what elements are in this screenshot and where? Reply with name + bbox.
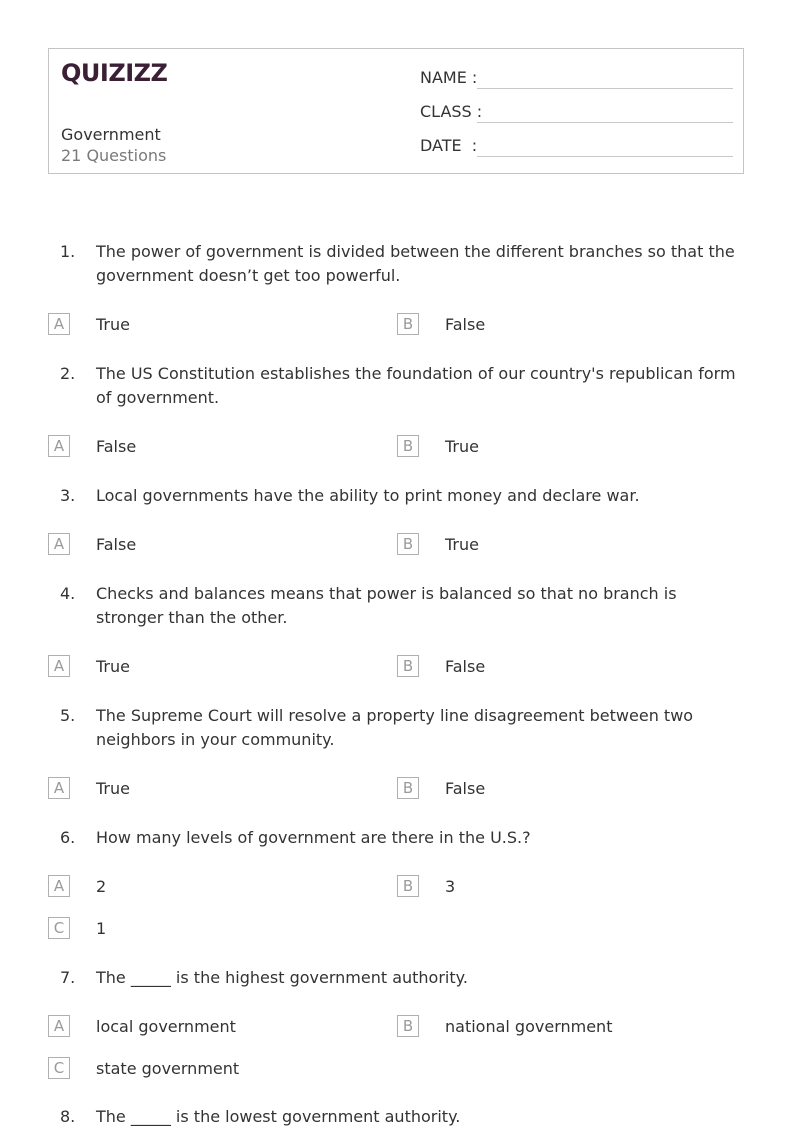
- option-letter-box: B: [397, 313, 419, 335]
- option-text: False: [445, 779, 486, 798]
- option-letter-box: B: [397, 875, 419, 897]
- date-line: [477, 156, 733, 157]
- question-text: How many levels of government are there in the U.S.?: [96, 828, 531, 847]
- option-letter-box: B: [397, 777, 419, 799]
- option-text: 1: [96, 919, 107, 938]
- date-field[interactable]: [420, 136, 477, 155]
- question-number: 5.: [60, 706, 76, 725]
- question-text: The Supreme Court will resolve a property line disagreement between two neighbors in your community.: [96, 706, 694, 749]
- option-letter-box: B: [397, 655, 419, 677]
- option-text: local government: [96, 1017, 236, 1036]
- option-text: True: [445, 535, 479, 554]
- option-text: 3: [445, 877, 456, 896]
- question-count: 21 Questions: [61, 146, 167, 165]
- option-text: national government: [445, 1017, 613, 1036]
- question-number: 3.: [60, 486, 76, 505]
- option-letter-box: A: [48, 655, 70, 677]
- option-text: False: [445, 657, 486, 676]
- option-text: True: [96, 779, 130, 798]
- date-label: DATE :: [420, 136, 478, 155]
- option-letter-box: A: [48, 1015, 70, 1037]
- question-number: 4.: [60, 584, 76, 603]
- question-number: 2.: [60, 364, 76, 383]
- quizizz-logo: QUIZIZZ: [61, 59, 168, 87]
- question-number: 8.: [60, 1107, 76, 1126]
- worksheet-header: [48, 48, 744, 174]
- class-label: CLASS :: [420, 102, 483, 121]
- option-letter-box: C: [48, 917, 70, 939]
- question-text: Local governments have the ability to print money and declare war.: [96, 486, 640, 505]
- option-text: True: [96, 315, 130, 334]
- option-letter-box: B: [397, 1015, 419, 1037]
- question-text: The _____ is the lowest government authority.: [96, 1107, 461, 1126]
- option-text: False: [445, 315, 486, 334]
- name-line: [477, 88, 733, 89]
- question-number: 7.: [60, 968, 76, 987]
- question-text: The _____ is the highest government authority.: [96, 968, 468, 987]
- name-label: NAME :: [420, 68, 478, 87]
- option-letter-box: A: [48, 435, 70, 457]
- option-letter-box: A: [48, 533, 70, 555]
- question-number: 1.: [60, 242, 76, 261]
- question-number: 6.: [60, 828, 76, 847]
- option-text: False: [96, 535, 137, 554]
- option-letter-box: B: [397, 435, 419, 457]
- option-text: 2: [96, 877, 107, 896]
- option-text: True: [445, 437, 479, 456]
- option-letter-box: A: [48, 777, 70, 799]
- name-field[interactable]: [420, 68, 477, 87]
- option-text: state government: [96, 1059, 240, 1078]
- question-text: The power of government is divided between the different branches so that the government doesn’t get too powerful.: [96, 242, 735, 285]
- option-text: True: [96, 657, 130, 676]
- option-letter-box: C: [48, 1057, 70, 1079]
- option-letter-box: B: [397, 533, 419, 555]
- class-line: [477, 122, 733, 123]
- option-letter-box: A: [48, 313, 70, 335]
- option-letter-box: A: [48, 875, 70, 897]
- option-text: False: [96, 437, 137, 456]
- worksheet-title: Government: [61, 125, 161, 144]
- question-text: The US Constitution establishes the foundation of our country's republican form of government.: [96, 364, 736, 407]
- class-field[interactable]: [420, 102, 482, 121]
- question-text: Checks and balances means that power is balanced so that no branch is stronger than the other.: [96, 584, 677, 627]
